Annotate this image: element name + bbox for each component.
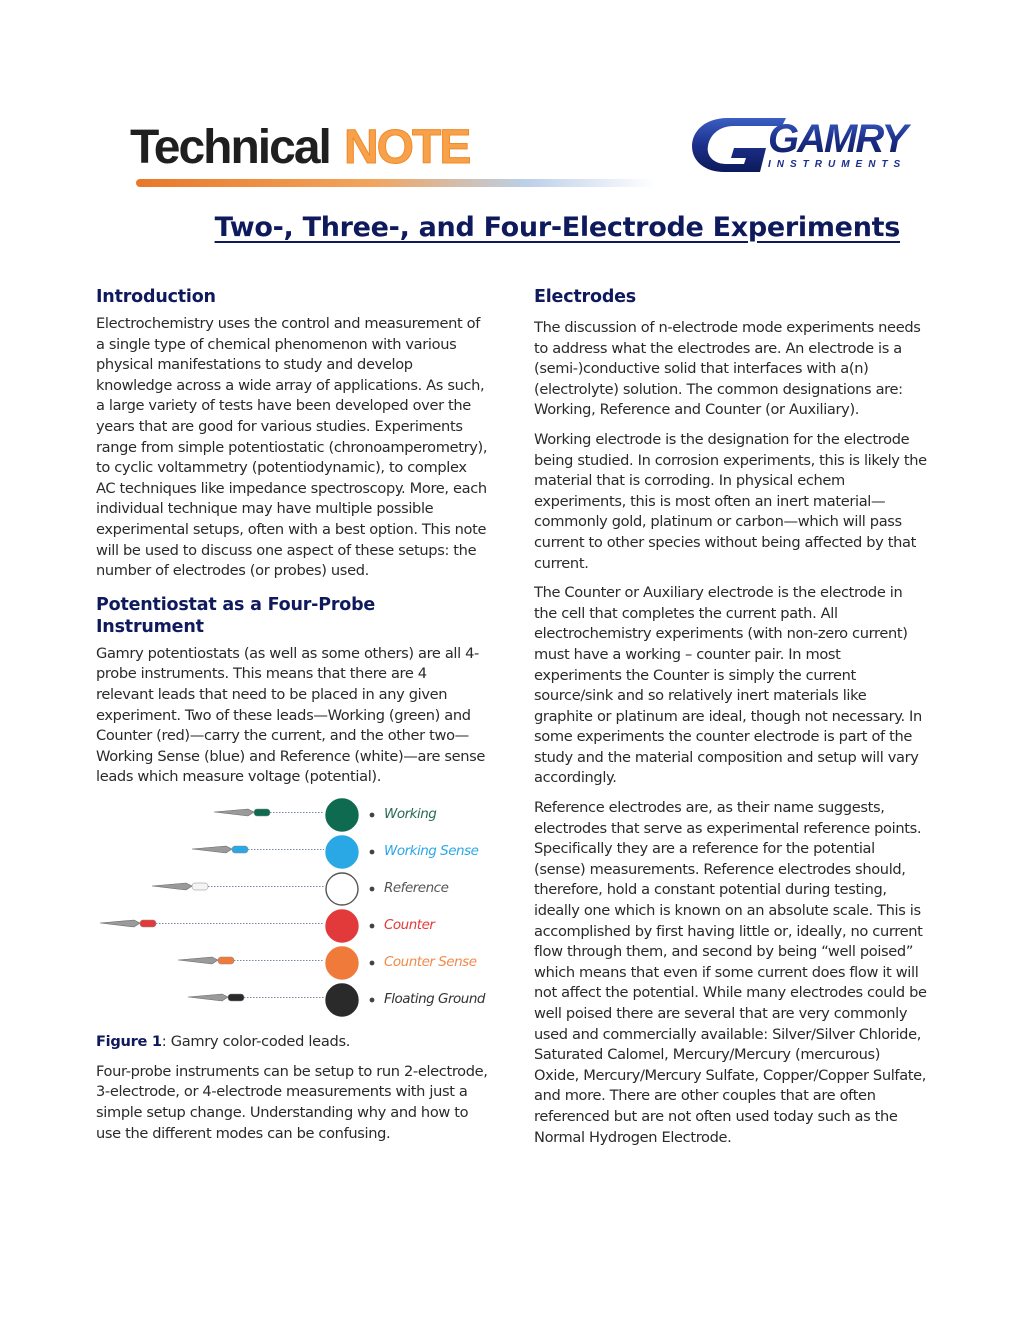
lead-label: Working	[384, 805, 437, 822]
lead-color-dot	[326, 910, 358, 942]
electrodes-paragraph-1: The discussion of n-electrode mode experiments needs to address what the electrodes are. An electrode is a (semi-)conductive solid that interfaces with a(n) (electrolyte) solution. The common designations are: Working, Reference and Counter (or Auxiliary).	[534, 319, 921, 419]
lead-label: Counter	[384, 916, 435, 933]
figure-caption	[96, 1032, 488, 1052]
lead-label: Reference	[384, 879, 449, 896]
gamry-logo	[690, 114, 922, 180]
lead-color-dot	[326, 947, 358, 979]
lead-color-dot	[326, 799, 358, 831]
lead-label: Working Sense	[384, 842, 479, 859]
potentiostat-paragraph: Gamry potentiostats (as well as some others) are all 4-probe instruments. This means that there are 4 relevant leads that need to be placed in any given experiment. Two of these leads—Working (green) and Counter (red)—carry the current, and the other two—Working Sense (blue) and Reference (white)—are sense leads which measure voltage (potential).	[96, 644, 486, 786]
lead-row	[96, 798, 488, 834]
lead-row	[96, 909, 488, 945]
lead-color-dot	[326, 836, 358, 868]
left-column	[96, 286, 488, 1154]
figure-caption-text: : Gamry color-coded leads.	[161, 1032, 351, 1050]
lead-row	[96, 835, 488, 871]
introduction-paragraph: Electrochemistry uses the control and measurement of a single type of chemical phenomenon with various physical manifestations to study and develop knowledge across a wide array of applications. As such, a large variety of tests have been developed over the years that are good for various studies. Experiments range from simple potentiostatic (chronoamperometry), to cyclic voltammetry (potentiodynamic), to complex AC techniques like impedance spectroscopy. More, each individual technique may have multiple possible experimental setups, often with a best option. This note will be used to discuss one aspect of these setups: the number of electrodes (or probes) used.	[96, 315, 488, 580]
lead-color-dot	[326, 984, 358, 1016]
lead-row	[96, 983, 488, 1019]
document-header	[0, 0, 1020, 200]
electrodes-paragraph-4: Reference electrodes are, as their name suggests, electrodes that serve as experimental reference points. Specifically they are a reference for the potential (sense) measurements. Reference electrodes should, therefore, hold a constant potential during testing, ideally one which is known on an absolute scale. This is accomplished by first having little or, ideally, no current flow through them, and second by being “well poised” which means that even if some current does flow it will not affect the potential. While many electrodes could be well poised there are several that are very commonly used and commercially available: Silver/Silver Chloride, Saturated Calomel, Mercury/Mercury (mercurous) Oxide, Mercury/Mercury Sulfate, Copper/Copper Sulfate, and more. There are other couples that are often referenced but are not often used today such as the Normal Hydrogen Electrode.	[534, 799, 927, 1146]
lead-label: Counter Sense	[384, 953, 477, 970]
electrodes-paragraph-3: The Counter or Auxiliary electrode is the electrode in the cell that completes the current path. All electrochemistry experiments (with non-zero current) must have a working – counter pair. In most experiments the Counter is simply the current source/sink and so relatively inert materials like graphite or platinum are ideal, though not necessary. In some experiments the counter electrode is part of the study and the material composition and setup will vary accordingly.	[534, 584, 922, 787]
page-title: Two-, Three-, and Four-Electrode Experiments	[214, 212, 900, 243]
after-figure-paragraph: Four-probe instruments can be setup to run 2-electrode, 3-electrode, or 4-electrode measurements with just a simple setup change. Understanding why and how to use the different modes can be confusing.	[96, 1062, 488, 1142]
electrodes-paragraph-2: Working electrode is the designation for the electrode being studied. In corrosion experiments, this is likely the material that is corroding. In physical echem experiments, this is most often an inert material—commonly gold, platinum or carbon—which will pass current to other species without being affected by that current.	[534, 430, 927, 572]
logo-note-text: NOTE	[344, 121, 470, 174]
potentiostat-heading: Potentiostat as a Four-Probe Instrument	[96, 594, 376, 637]
logo-swoosh	[136, 179, 656, 187]
introduction-heading: Introduction	[96, 287, 216, 307]
leads-figure	[96, 798, 488, 1026]
gamry-logo-text: GAMRY	[768, 117, 907, 161]
lead-row	[96, 946, 488, 982]
lead-label: Floating Ground	[384, 990, 485, 1007]
lead-row	[96, 872, 488, 908]
electrodes-heading: Electrodes	[534, 287, 637, 307]
figure-caption-label: Figure 1	[96, 1032, 162, 1050]
logo-technical-text: Technical	[130, 121, 330, 174]
gamry-logo-subtext: INSTRUMENTS	[768, 159, 907, 170]
lead-color-dot	[326, 873, 358, 905]
right-column	[534, 286, 929, 1157]
